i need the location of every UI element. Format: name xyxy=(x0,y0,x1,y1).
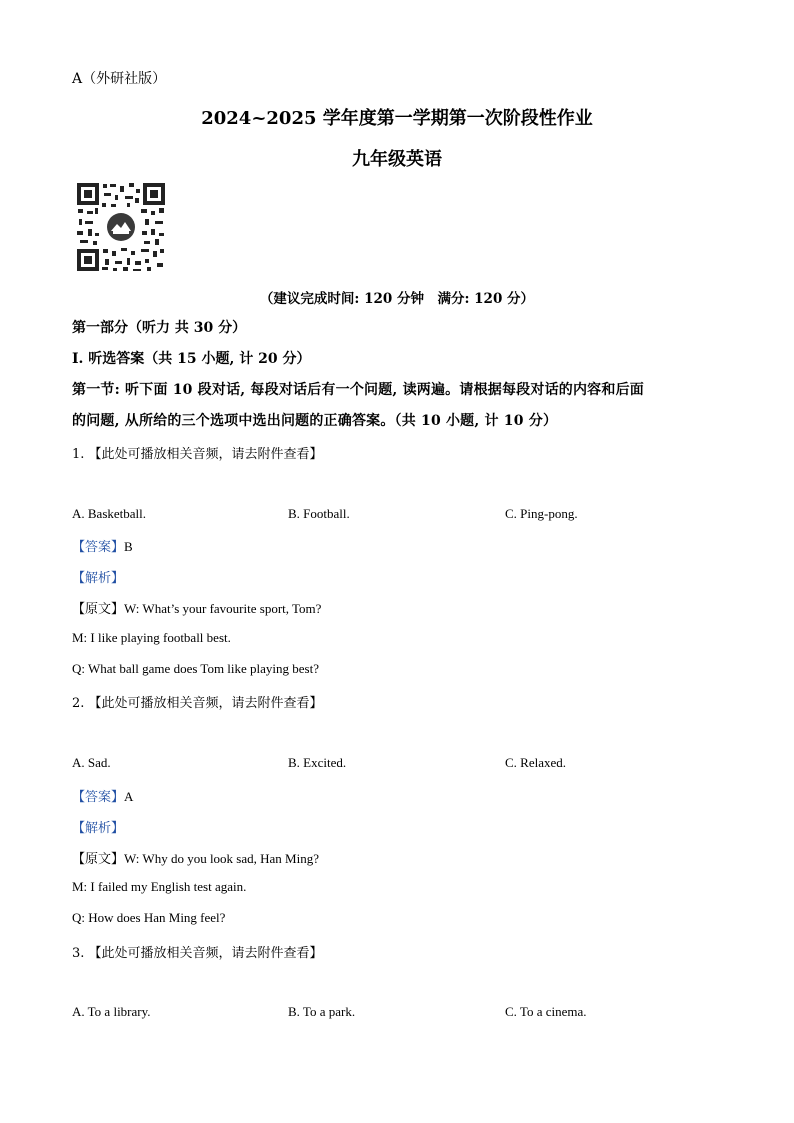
transcript-line: M: I like playing football best. xyxy=(72,630,231,645)
edition-label: A（外研社版） xyxy=(72,71,167,87)
part-title: 第一部分（听力 共 30 分） xyxy=(72,320,247,336)
qr-code-icon[interactable] xyxy=(75,181,167,273)
transcript-label: 【原文】 xyxy=(72,602,125,617)
section-title: I. 听选答案（共 15 小题, 计 20 分） xyxy=(72,351,311,367)
question-prompt: 3. 【此处可播放相关音频，请去附件查看】 xyxy=(72,946,323,961)
transcript-line: W: What’s your favourite sport, Tom? xyxy=(124,601,322,616)
option-a: A. Sad. xyxy=(72,755,111,770)
transcript-line: W: Why do you look sad, Han Ming? xyxy=(124,851,319,866)
answer-row xyxy=(72,786,133,805)
transcript-label: 【原文】 xyxy=(72,852,125,867)
instruction-line: 第一节: 听下面 10 段对话, 每段对话后有一个问题, 读两遍。请根据每段对话的内容和后面 xyxy=(72,382,644,398)
option-b: B. Football. xyxy=(288,506,350,521)
analysis-label: 【解析】 xyxy=(72,571,125,586)
answer-label: 【答案】 xyxy=(72,540,125,555)
option-c: C. Relaxed. xyxy=(505,755,567,770)
analysis-row xyxy=(72,817,124,836)
answer-value: B xyxy=(124,539,133,554)
option-a: A. To a library. xyxy=(72,1004,151,1019)
transcript-line: Q: How does Han Ming feel? xyxy=(72,910,226,925)
answer-row xyxy=(72,536,133,555)
transcript-line: M: I failed my English test again. xyxy=(72,879,247,894)
instruction-line: 的问题, 从所给的三个选项中选出问题的正确答案。（共 10 小题, 计 10 分） xyxy=(72,413,558,429)
option-c: C. Ping-pong. xyxy=(505,506,578,521)
question-prompt: 1. 【此处可播放相关音频，请去附件查看】 xyxy=(72,447,323,462)
time-info: （建议完成时间: 120 分钟 满分: 120 分） xyxy=(259,291,535,307)
transcript-row xyxy=(72,848,319,867)
answer-label: 【答案】 xyxy=(72,790,125,805)
option-b: B. To a park. xyxy=(288,1004,356,1019)
analysis-row xyxy=(72,567,124,586)
option-b: B. Excited. xyxy=(288,755,347,770)
transcript-row xyxy=(72,598,321,617)
question-prompt: 2. 【此处可播放相关音频，请去附件查看】 xyxy=(72,696,323,711)
transcript-line: Q: What ball game does Tom like playing best? xyxy=(72,661,319,676)
document-title: 2024~2025 学年度第一学期第一次阶段性作业 xyxy=(201,108,593,129)
option-a: A. Basketball. xyxy=(72,506,147,521)
document-subtitle: 九年级英语 xyxy=(352,149,442,170)
answer-value: A xyxy=(124,789,134,804)
analysis-label: 【解析】 xyxy=(72,821,125,836)
option-c: C. To a cinema. xyxy=(505,1004,587,1019)
